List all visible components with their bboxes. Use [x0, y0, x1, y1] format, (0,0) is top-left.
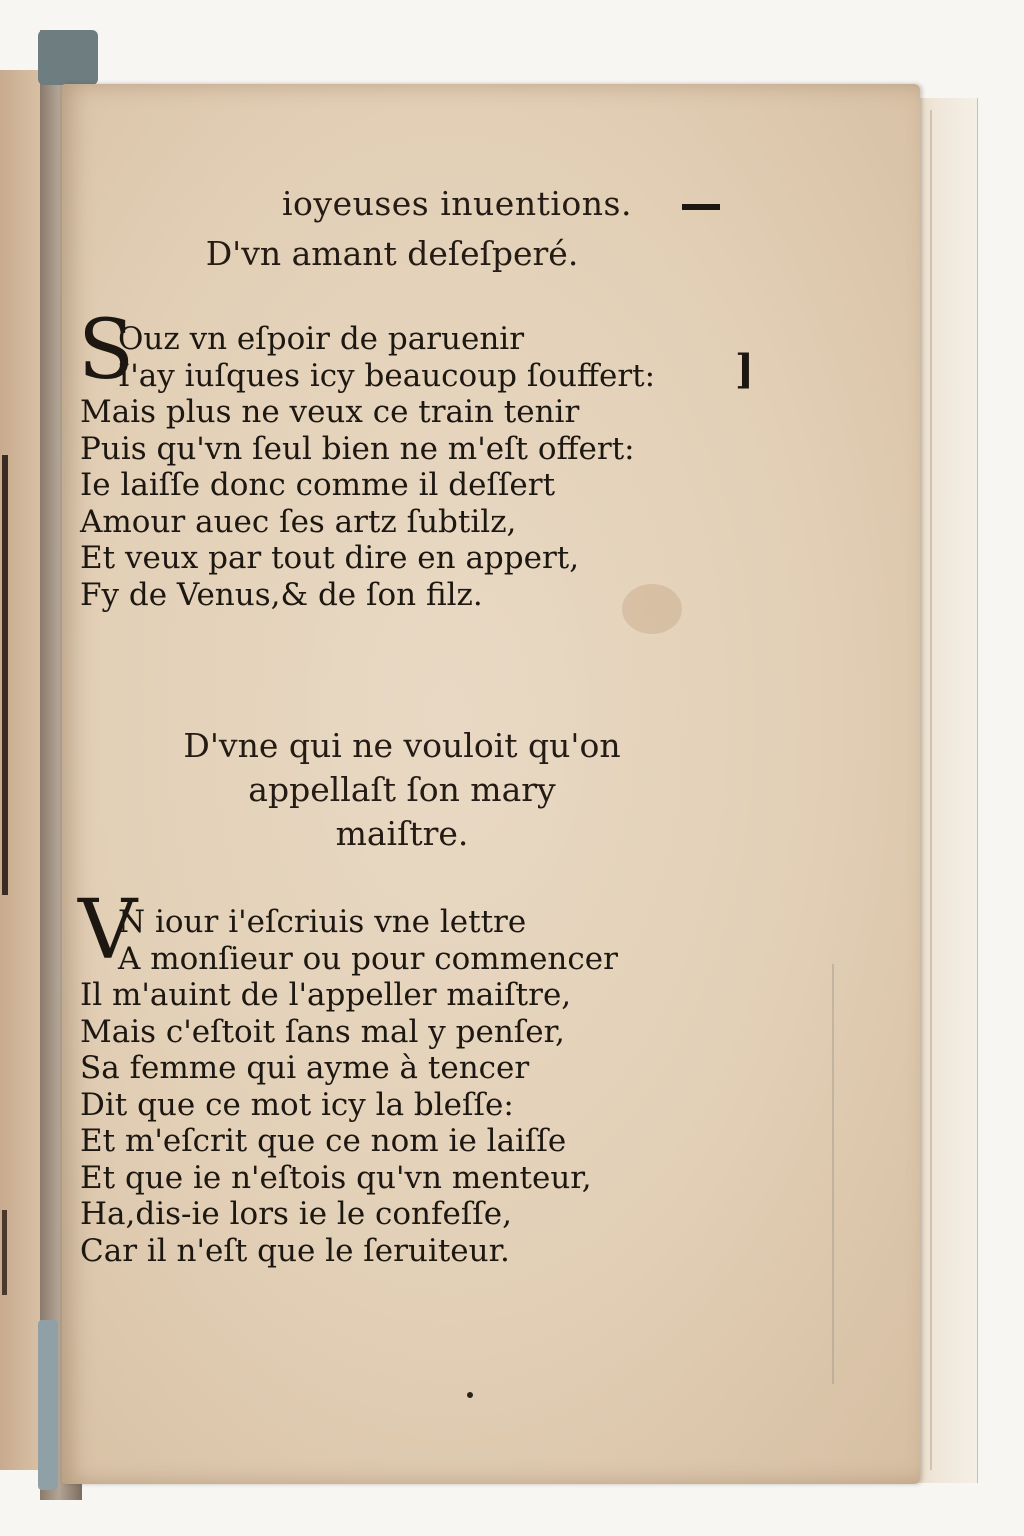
poem-line: Ie laiſſe donc comme il deſſert	[80, 467, 556, 503]
poem-line: Amour auec ſes artz ſubtilz,	[80, 503, 517, 540]
poem-2-drop-cap: V	[78, 883, 138, 978]
poem-line: Puis qu'vn ſeul bien ne m'eſt offert:	[80, 430, 635, 467]
fore-edge-line	[930, 110, 932, 1470]
poem-line: Et que ie n'eſtois qu'vn menteur,	[80, 1159, 592, 1196]
facing-page-border-rule-lower	[2, 1210, 7, 1295]
poem-2-title-line: appellaſt ſon mary	[248, 770, 556, 809]
poem-line: I'ay iuſques icy beaucoup ſouffert:	[118, 357, 656, 394]
poem-line: Sa femme qui ayme à tencer	[80, 1050, 530, 1086]
poem-line: Dit que ce mot icy la bleſſe:	[80, 1086, 514, 1123]
poem-1-stanza	[80, 321, 655, 613]
poem-line: Il m'auint de l'appeller maiſtre,	[80, 977, 572, 1013]
poem-1-drop-cap: S	[78, 303, 135, 398]
poem-line: N iour i'eſcriuis vne lettre	[118, 904, 527, 940]
page-content	[62, 84, 920, 1484]
margin-bracket-mark: ]	[735, 346, 754, 393]
binding-thread-bottom	[38, 1320, 58, 1490]
poem-line: Et m'eſcrit que ce nom ie laiſſe	[80, 1123, 567, 1159]
poem-2-title-line: D'vne qui ne vouloit qu'on	[183, 726, 621, 765]
poem-line: Mais c'eſtoit ſans mal y penſer,	[80, 1013, 565, 1050]
margin-dash-mark	[682, 204, 720, 210]
binding-thread-top	[38, 30, 98, 85]
poem-2-title-line: maiſtre.	[335, 814, 469, 853]
poem-line: A monſieur ou pour commencer	[118, 940, 618, 977]
poem-line: Et veux par tout dire en appert,	[80, 540, 580, 576]
poem-2-stanza	[80, 904, 618, 1269]
poem-line: Ouz vn eſpoir de paruenir	[118, 321, 525, 357]
page-dot-mark	[467, 1392, 473, 1398]
poem-1-title: D'vn amant deſeſperé.	[205, 234, 579, 273]
running-head: ioyeuses inuentions.	[282, 184, 632, 223]
poem-line: Ha,dis-ie lors ie le confeſſe,	[80, 1196, 512, 1232]
facing-page-border-rule	[2, 455, 8, 895]
poem-line: Fy de Venus,& de ſon filz.	[80, 576, 483, 613]
poem-line: Mais plus ne veux ce train tenir	[80, 394, 580, 430]
poem-2-title	[122, 724, 682, 856]
poem-line: Car il n'eſt que le ſeruiteur.	[80, 1232, 510, 1269]
